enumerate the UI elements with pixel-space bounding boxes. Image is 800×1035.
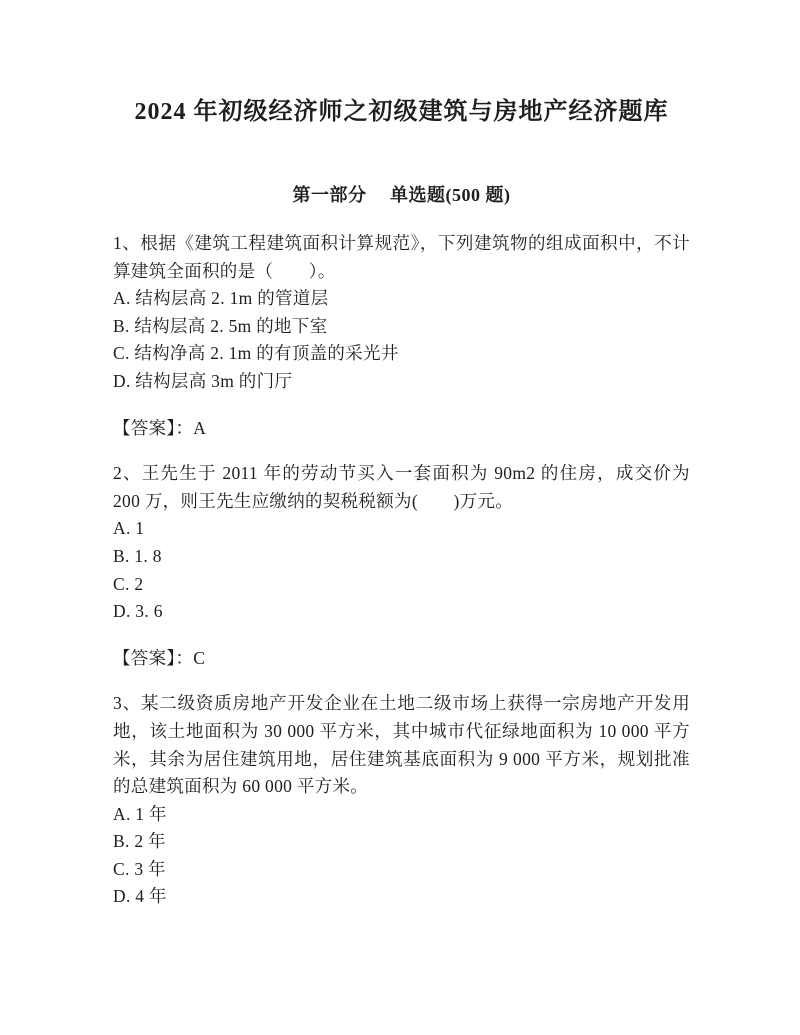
option-c: C. 结构净高 2. 1m 的有顶盖的采光井	[113, 343, 399, 364]
answer-value: C	[193, 647, 206, 668]
option-c: C. 2	[113, 573, 144, 594]
option-d: D. 4 年	[113, 886, 167, 907]
answer-line	[113, 415, 690, 443]
answer-line	[113, 645, 690, 673]
question-2	[113, 460, 690, 672]
option-a: A. 1	[113, 518, 145, 539]
question-list	[113, 230, 690, 911]
question-stem: 2、王先生于 2011 年的劳动节买入一套面积为 90m2 的住房，成交价为 200 万，则王先生应缴纳的契税税额为( )万元。	[113, 463, 690, 511]
option-b: B. 结构层高 2. 5m 的地下室	[113, 315, 328, 336]
page-title: 2024 年初级经济师之初级建筑与房地产经济题库	[134, 99, 669, 125]
option-b: B. 2 年	[113, 831, 166, 852]
question-3	[113, 690, 690, 911]
option-c: C. 3 年	[113, 858, 166, 879]
option-d: D. 结构层高 3m 的门厅	[113, 370, 293, 391]
option-d: D. 3. 6	[113, 601, 163, 622]
question-stem: 1、根据《建筑工程建筑面积计算规范》，下列建筑物的组成面积中，不计算建筑全面积的是（ ）。	[113, 233, 690, 281]
question-1	[113, 230, 690, 442]
option-a: A. 结构层高 2. 1m 的管道层	[113, 288, 329, 309]
answer-value: A	[193, 417, 207, 438]
question-stem: 3、某二级资质房地产开发企业在土地二级市场上获得一宗房地产开发用地，该土地面积为 30 000 平方米，其中城市代征绿地面积为 10 000 平方米，其余为居住建筑用地，居住建筑基底面积为 9 000 平方米，规划批准的总建筑面积为 60 000 平方米。	[113, 693, 690, 797]
section-heading: 第一部分 单选题(500 题)	[292, 185, 511, 205]
answer-label: 【答案】：	[113, 647, 194, 668]
answer-label: 【答案】：	[113, 417, 194, 438]
option-a: A. 1 年	[113, 803, 167, 824]
option-b: B. 1. 8	[113, 545, 162, 566]
